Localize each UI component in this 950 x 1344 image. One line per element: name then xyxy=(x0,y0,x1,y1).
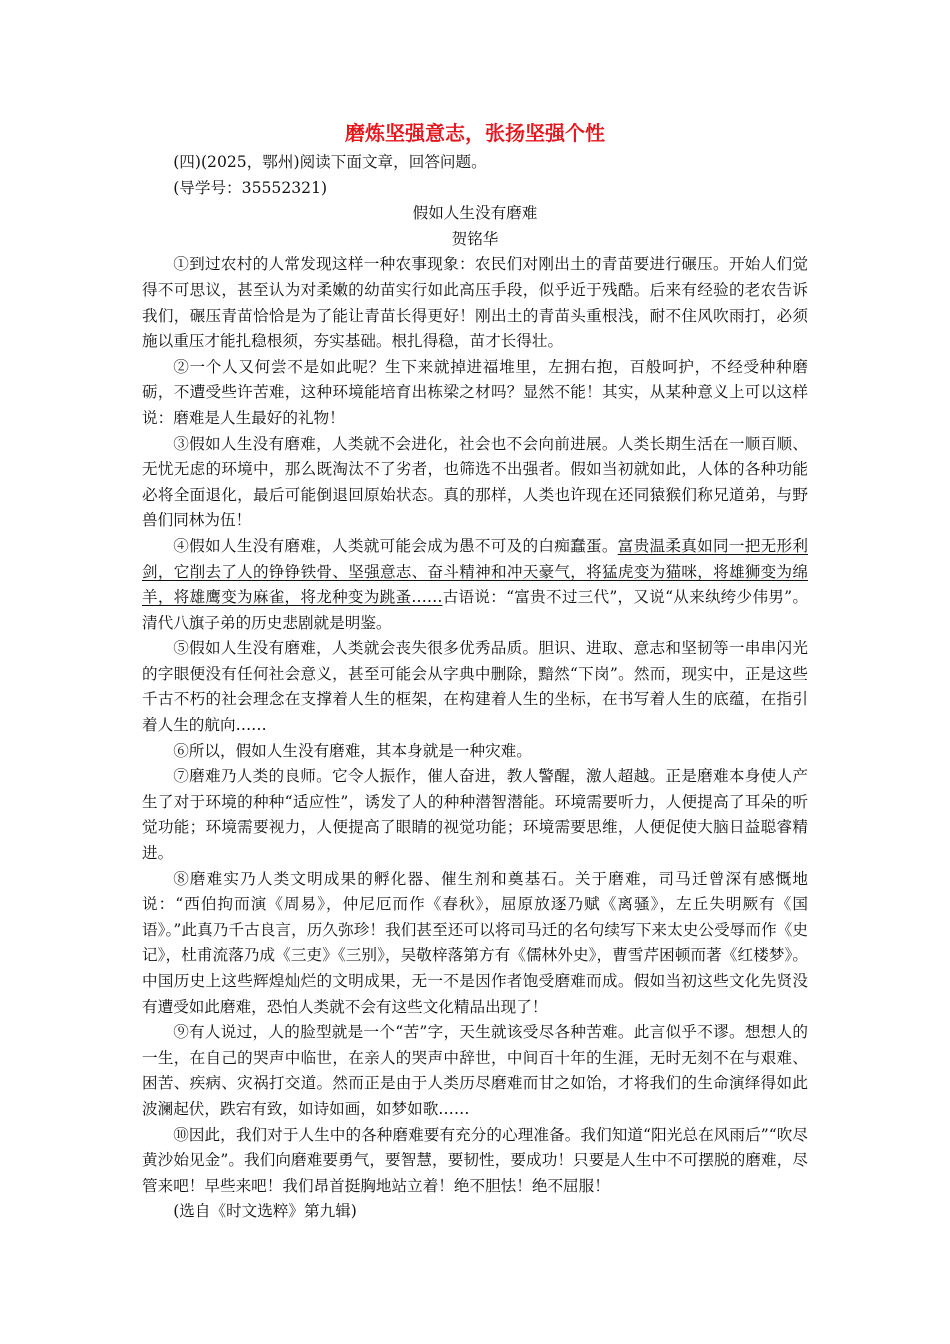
paragraph-8: ⑧磨难实乃人类文明成果的孵化器、催生剂和奠基石。关于磨难，司马迁曾深有感慨地说：“西伯拘而演《周易》，仲尼厄而作《春秋》，屈原放逐乃赋《离骚》，左丘失明厥有《国语》。”此真乃千古良言，历久弥珍！我们甚至还可以将司马迁的名句续写下来太史公受辱而作《史记》，杜甫流落乃成《三吏》《三别》，吴敬梓落第方有《儒林外史》，曹雪芹困顿而著《红楼梦》。中国历史上这些辉煌灿烂的文明成果，无一不是因作者饱受磨难而成。假如当初这些文化先贤没有遭受如此磨难，恐怕人类就不会有这些文化精品出现了！ xyxy=(142,869,808,1016)
paragraph-10: ⑩因此，我们对于人生中的各种磨难要有充分的心理准备。我们知道“阳光总在风雨后”“吹尽黄沙始见金”。我们向磨难要勇气，要智慧，要韧性，要成功！只要是人生中不可摆脱的磨难，尽管来吧！早些来吧！我们昂首挺胸地站立着！绝不胆怯！绝不屈服！ xyxy=(142,1125,808,1195)
paragraph-9: ⑨有人说过，人的脸型就是一个“苦”字，天生就该受尽各种苦难。此言似乎不谬。想想人的一生，在自己的哭声中临世，在亲人的哭声中辞世，中间百十年的生涯，无时无刻不在与艰难、困苦、疾病、灾祸打交道。然而正是由于人类历尽磨难而甘之如饴，才将我们的生命演绎得如此波澜起伏，跌宕有致，如诗如画，如梦如歌…… xyxy=(142,1023,808,1118)
page-title: 磨炼坚强意志，张扬坚强个性 xyxy=(345,121,605,145)
paragraph-1: ①到过农村的人常发现这样一种农事现象：农民们对刚出土的青苗要进行碾压。开始人们觉得不可思议，甚至认为对柔嫩的幼苗实行如此高压手段，似乎近于残酷。后来有经验的老农告诉我们，碾压青苗恰恰是为了能让青苗长得更好！刚出土的青苗头重根浅，耐不住风吹雨打，必须施以重压才能扎稳根须，夯实基础。根扎得稳，苗才长得壮。 xyxy=(142,255,808,351)
article-source: (选自《时文选粹》第九辑) xyxy=(173,1202,357,1221)
guide-number: (导学号：35552321) xyxy=(173,178,328,197)
paragraph-4-tail: 古语说：“富贵不过三代”，又说“从来纨绔少伟男”。清代八旗子弟的历史悲剧就是明鉴。 xyxy=(142,588,808,632)
paragraph-4 xyxy=(142,534,808,636)
article-author: 贺铭华 xyxy=(451,229,499,248)
paragraph-4-lead: ④假如人生没有磨难，人类就可能会成为愚不可及的白痴蠢蛋。 xyxy=(173,536,618,555)
article-title: 假如人生没有磨难 xyxy=(412,204,538,223)
paragraph-5: ⑤假如人生没有磨难，人类就会丧失很多优秀品质。胆识、进取、意志和坚韧等一串串闪光的字眼便没有任何社会意义，甚至可能会从字典中删除，黯然“下岗”。然而，现实中，正是这些千古不朽的社会理念在支撑着人生的框架，在构建着人生的坐标，在书写着人生的底蕴，在指引着人生的航向…… xyxy=(142,639,808,735)
paragraph-6: ⑥所以，假如人生没有磨难，其本身就是一种灾难。 xyxy=(173,741,532,760)
paragraph-2: ②一个人又何尝不是如此呢？生下来就掉进福堆里，左拥右抱，百般呵护，不经受种种磨砺，不遭受些许苦难，这种环境能培育出栋梁之材吗？显然不能！其实，从某种意义上可以这样说：磨难是人生最好的礼物！ xyxy=(142,357,808,427)
question-intro: (四)(2025，鄂州)阅读下面文章，回答问题。 xyxy=(173,153,487,171)
document-page xyxy=(142,118,808,1225)
underlined-sentence: 富贵温柔真如同一把无形利剑，它削去了人的铮铮铁骨、坚强意志、奋斗精神和冲天豪气，将猛虎变为猫咪，将雄狮变为绵羊，将雄鹰变为麻雀，将龙种变为跳蚤…… xyxy=(142,536,808,607)
paragraph-7: ⑦磨难乃人类的良师。它令人振作，催人奋进，教人警醒，激人超越。正是磨难本身使人产生了对于环境的种种“适应性”，诱发了人的种种潜智潜能。环境需要听力，人便提高了耳朵的听觉功能；环境需要视力，人便提高了眼睛的视觉功能；环境需要思维，人便促使大脑日益聪睿精进。 xyxy=(142,767,808,863)
paragraph-3: ③假如人生没有磨难，人类就不会进化，社会也不会向前进展。人类长期生活在一顺百顺、无忧无虑的环境中，那么既淘汰不了劣者，也筛选不出强者。假如当初就如此，人体的各种功能必将全面退化，最后可能倒退回原始状态。真的那样，人类也许现在还同猿猴们称兄道弟，与野兽们同林为伍！ xyxy=(142,434,808,530)
